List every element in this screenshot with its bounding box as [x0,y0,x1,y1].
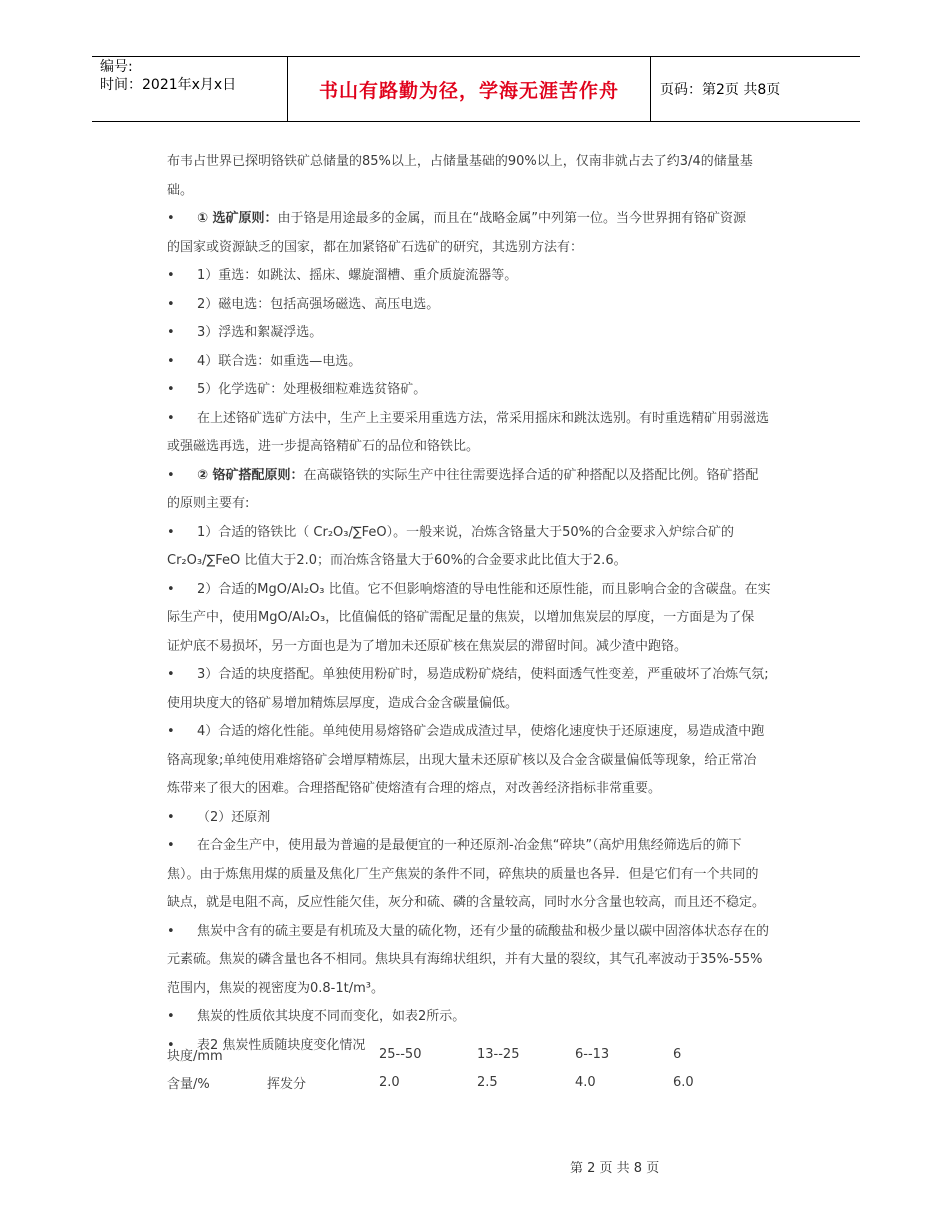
table-cell: 挥发分 [267,1076,307,1092]
list-item-coke: • 在合金生产中，使用最为普遍的是最便宜的一种还原剂-冶金焦“碎块”（高炉用焦经筛选后的筛下 焦）。由于炼焦用煤的质量及焦化厂生产焦炭的条件不同，碎焦块的质量也各异．但是它们有一个共同的 缺点，就是电阻不高，反应性能欠佳，灰分和硫、磷的含量较高，同时水分含量也较高，而且还不稳定。 [167,832,817,918]
list-item-coke-sulfur: • 焦炭中含有的硫主要是有机琉及大量的硫化物，还有少量的硫酸盐和极少量以碳中固溶体状态存在的 元素硫。焦炭的磷含量也各不相同。焦块具有海绵状组织，并有大量的裂纹，其气孔率波动于35%-55% 范围内，焦炭的视密度为0.8-1t/m³。 [167,918,817,1004]
table-row [167,1068,733,1096]
document-number: 编号: [100,59,133,75]
list-item-melting: • 4）合适的熔化性能。单纯使用易熔铬矿会造成成渣过早，使熔化速度快于还原速度，易造成渣中跑 铬高现象;单纯使用难熔铬矿会增厚精炼层，出现大量未还原矿核以及合金含碳量偏低等现象，给正常冶 炼带来了很大的困难。合理搭配铬矿使熔渣有合理的熔点，对改善经济指标非常重要。 [167,718,817,804]
list-item-chemical: • 5）化学选矿：处理极细粒难选贫铬矿。 [167,376,817,405]
list-item-combined: • 4）联合选：如重选—电选。 [167,348,817,377]
header-top-rule [92,56,860,57]
header-divider-right [650,56,651,122]
list-item-reductant-heading: • （2）还原剂 [167,804,817,833]
table-cell: 6.0 [673,1074,694,1090]
page-footer: 第 2 页 共 8 页 [570,1161,660,1176]
bullet-icon: • [167,581,175,597]
table-cell [267,1040,379,1068]
table-cell: 2.5 [477,1074,498,1090]
bullet-icon: • [167,724,175,739]
bullet-icon: • [167,923,175,939]
table-cell: 2.0 [379,1074,400,1090]
header-page-number: 页码：第2页 共8页 [660,82,781,98]
bullet-icon: • [167,1037,175,1053]
table-cell: 13--25 [477,1046,520,1062]
bullet-icon: • [167,382,175,397]
intro-paragraph: 布韦占世界已探明铬铁矿总储量的85%以上，占储量基础的90%以上，仅南非就占去了约3/4的储量基 础。 [167,154,753,198]
bullet-icon: • [167,410,175,426]
bullet-icon: • [167,353,175,369]
table-cell: 6--13 [575,1046,610,1062]
list-item-gravity-method: • 在上述铬矿选矿方法中，生产上主要采用重选方法，常采用摇床和跳汰选别。有时重选精矿用弱滋选 或强磁选再选，进一步提高铬精矿石的品位和铬铁比。 [167,405,817,462]
header-bottom-rule [92,121,860,122]
table-caption: • 表2 焦炭性质随块度变化情况 [167,1032,817,1061]
bullet-icon: • [167,1009,175,1024]
bullet-icon: • [167,211,175,226]
bullet-icon: • [167,667,175,682]
list-item-mgo-al2o3: • 2）合适的MgO/Al₂O₃ 比值。它不但影响熔渣的导电性能和还原性能，而且影响合金的含碳盘。在实 际生产中，使用MgO/Al₂O₃，比值偏低的铬矿需配足量的焦炭，以增加焦炭层的厚度，一方面是为了保 证炉底不易损坏，另一方面也是为了增加未还原矿核在焦炭层的滞留时间。减少渣中跑铬。 [167,576,817,662]
table-row [167,1040,733,1068]
list-item-magnetic: • 2）磁电选：包括高强场磁选、高压电选。 [167,291,817,320]
bullet-icon: • [167,325,175,340]
list-item-cr-fe-ratio: • 1）合适的铬铁比（ Cr₂O₃/∑FeO）。一般来说，冶炼含铬量大于50%的合金要求入炉综合矿的 Cr₂O₃/∑FeO 比值大于2.0；而冶炼含铬量大于60%的合金要求此比值大于2.6。 [167,519,817,576]
header-motto: 书山有路勤为径，学海无涯苦作舟 [318,80,619,102]
list-item-coke-properties: • 焦炭的性质依其块度不同而变化，如表2所示。 [167,1003,817,1032]
table-cell: 块度/mm [167,1048,223,1064]
bullet-icon: • [167,809,175,825]
bullet-icon: • [167,838,175,853]
list-item-lump-size: • 3）合适的块度搭配。单独使用粉矿时，易造成粉矿烧结，使料面透气性变差，严重破坏了冶炼气氛; 使用块度大的铬矿易增加精炼层厚度，造成合金含碳量偏低。 [167,661,817,718]
bullet-icon: • [167,296,175,312]
table-cell: 25--50 [379,1046,422,1062]
document-time: 时间：2021年x月x日 [100,77,237,93]
list-item-blending-principle: • ② 铬矿搭配原则：在高碳铬铁的实际生产中往往需要选择合适的矿种搭配以及搭配比例。铬矿搭配 的原则主要有: [167,462,817,519]
table-cell: 6 [673,1046,682,1062]
bullet-icon: • [167,524,175,540]
bullet-icon: • [167,268,175,283]
table-cell: 含量/% [167,1076,210,1092]
list-item-beneficiation-principle: • ① 选矿原则：由于铬是用途最多的金属，而且在“战略金属”中列第一位。当今世界拥有铬矿资源 的国家或资源缺乏的国家，都在加紧铬矿石选矿的研究，其选别方法有： [167,205,817,262]
document-body [167,148,817,1060]
bullet-icon: • [167,467,175,483]
coke-properties-table [167,1040,733,1096]
header-meta [100,58,236,94]
list-item-gravity: • 1）重选：如跳汰、摇床、螺旋溜槽、重介质旋流器等。 [167,262,817,291]
list-item-flotation: • 3）浮选和絮凝浮选。 [167,319,817,348]
table-cell: 4.0 [575,1074,596,1090]
